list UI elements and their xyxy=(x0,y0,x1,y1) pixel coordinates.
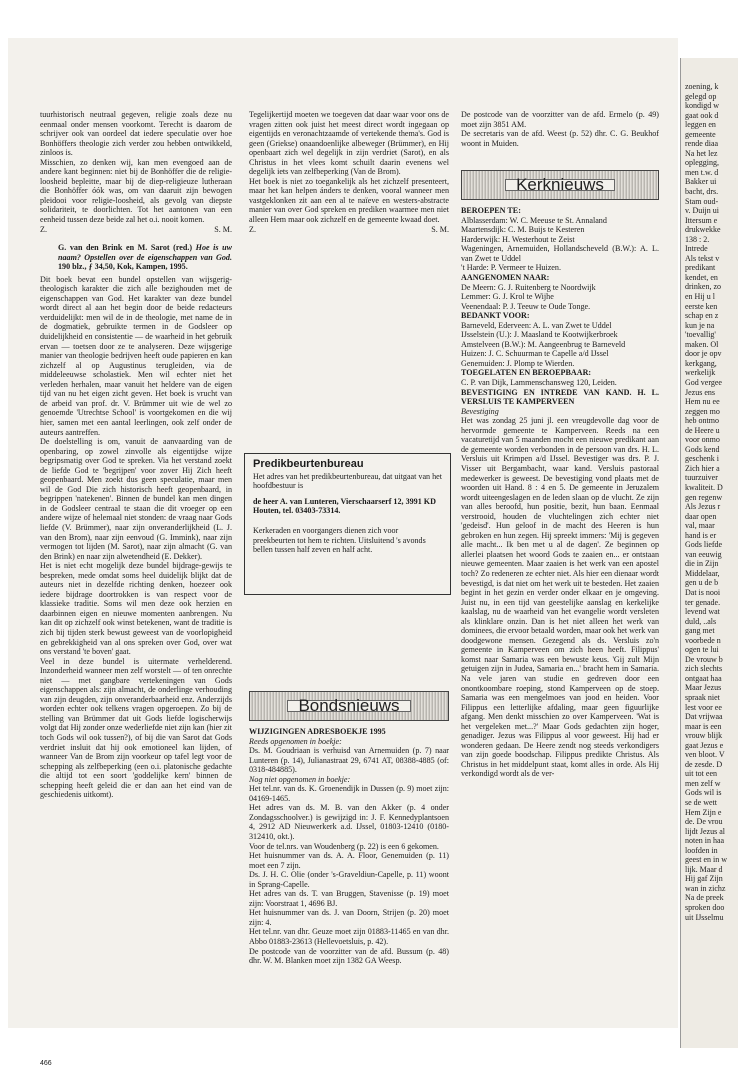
box-intro: Het adres van het predikbeurtenbureau, dat uitgaat van het hoofdbestuur is xyxy=(253,471,443,491)
section-heading: WIJZIGINGEN ADRESBOEKJE 1995 xyxy=(249,727,386,736)
signature-line xyxy=(249,225,449,235)
facing-page-text xyxy=(685,82,738,922)
paragraph: Tegelijkertijd moeten we toegeven dat daar waar voor ons de vragen zitten ook juist het meest direct wordt ingegaan op eigentijds en veronachtzaamde of vertekende thema's. God is geen (Griekse) onaandoenlijke albeweger (Brümmer), en Hij openbaart zich wel degelijk in zijn verdriet (Sarot), en als Christus in het vlees komt schuilt daarin evenens wel degelijk iets van zelfbeperking (Van de Brom). xyxy=(249,110,449,177)
facing-page-line: kendet, en xyxy=(685,272,718,282)
facing-page-line: Maar Jezus xyxy=(685,683,722,693)
section-heading: AANGENOMEN NAAR: xyxy=(461,273,550,283)
facing-page-line: kwaliteit. D xyxy=(685,482,723,492)
facing-page-line: 138 : 2. xyxy=(685,234,710,244)
facing-page-line: vrouw blijk xyxy=(685,731,723,741)
facing-page-line: lijk. Maar d xyxy=(685,864,723,874)
facing-page-line: bacht, drs. xyxy=(685,187,719,197)
facing-page-line: kerkgang, xyxy=(685,358,717,368)
kerknieuws-banner xyxy=(461,170,659,200)
facing-page-line: hand is er xyxy=(685,530,717,540)
list-item: Het tel.nr. van ds. K. Groenendijk in Dussen (p. 9) moet zijn: 04169-1465. xyxy=(249,784,449,803)
facing-page-line: Ittersum e xyxy=(685,215,718,225)
banner-title: Bondsnieuws xyxy=(287,700,410,712)
facing-page-line: Intrede xyxy=(685,244,708,254)
paragraph: Alblasserdam: W. C. Meeuse te St. Annaland Maartensdijk: C. M. Buijs te Kesteren Harderwijk: H. Westerhout te Zeist Wageningen, Arnemuiden, Hollandscheveld (B.W.): A. L. van Zwet te Uddel 't Harde: P. Vermeer te Huizen. xyxy=(461,215,659,273)
facing-page-line: men t.w. d xyxy=(685,167,719,177)
facing-page-line: maken. Ol xyxy=(685,339,719,349)
signature-left: Z. xyxy=(40,224,47,234)
review-title: Hoe is uw naam? Opstellen over de eigenschappen van God. xyxy=(58,243,232,262)
signature-line xyxy=(40,225,232,235)
list-item: Ds. J. H. C. Olie (onder 's-Graveldiun-Capelle, p. 11) woont in Sprang-Capelle. xyxy=(249,870,449,889)
facing-page-line: Zich hier a xyxy=(685,463,720,473)
facing-page-line: van eeuwig xyxy=(685,549,722,559)
facing-page-line: Stam oud- xyxy=(685,196,719,206)
facing-page-line: tuurzuiver xyxy=(685,473,718,483)
facing-page-line: gaat ook d xyxy=(685,110,719,120)
paragraph: Misschien, zo denken wij, kan men evengoed aan de andere kant beginnen: niet bij de Bonhöffer die de religie-loosheid bepleitte, maar bij de diep-religieuze lutheraan die Bonhöffer óók was, om van daaruit zijn bewogen pleidooi voor religie-loosheid, als gevolg van diepste solidariteit, te doorlichten. Tot het aantonen van een eenheid tussen deze beide zal het o.i. nooit komen. xyxy=(40,157,232,225)
list-item: Voor de tel.nrs. van Woudenberg (p. 22) is een 6 gekomen. xyxy=(249,841,439,851)
paragraph: De secretaris van de afd. Weest (p. 52) dhr. C. G. Beukhof woont in Muiden. xyxy=(461,129,659,148)
facing-page-line: schap en z xyxy=(685,311,719,321)
facing-page-line: kondigd w xyxy=(685,101,719,111)
box-note: Kerkeraden en voorgangers dienen zich voor preekbeurten tot hem te richten. Uitsluitend 's avonds bellen tussen half zeven en half acht. xyxy=(253,525,426,555)
paragraph: Het boek is niet zo toegankelijk als het zichzelf presenteert, maar het kan helpen ánders te denken, vooral wanneer men vastgeklonken zit aan een al te naïeve en westers-abstracte manier van over God spreken en prediken waarmee men niet alleen Hem maar ook zichzelf en de gemeente kwaad doet. xyxy=(249,176,449,225)
facing-page-line: Als Jezus r xyxy=(685,502,721,512)
facing-page-line: levend wat xyxy=(685,607,720,617)
facing-page-line: gen regenw xyxy=(685,492,723,502)
facing-page-line: maar is een xyxy=(685,721,722,731)
facing-page-line: gaat Jezus e xyxy=(685,740,724,750)
list-item: Het huisnummer van ds. A. A. Floor, Genemuiden (p. 11) moet een 7 zijn. xyxy=(249,851,449,870)
review-editors: G. van den Brink en M. Sarot (red.) xyxy=(58,243,193,253)
facing-page-line: Na de preek xyxy=(685,893,724,903)
facing-page-line: lijdt Jezus al xyxy=(685,826,725,836)
facing-page-line: uit IJsselmu xyxy=(685,912,724,922)
page-number: 466 xyxy=(40,1060,52,1067)
signature-right: S. M. xyxy=(214,224,232,234)
facing-page-line: voor onmo xyxy=(685,435,720,445)
signature-right: S. M. xyxy=(431,224,449,234)
facing-page-line: se de wett xyxy=(685,798,717,808)
paragraph: De postcode van de voorzitter van de afd. Ermelo (p. 49) moet zijn 3851 AM. xyxy=(461,110,659,129)
facing-page-line: zoening, k xyxy=(685,82,719,91)
facing-page-line: Dat is nooi xyxy=(685,587,721,597)
facing-page-line: de Heere u xyxy=(685,425,720,435)
facing-page-line: ter genade. xyxy=(685,597,721,607)
facing-page-line: Hij gaf Zijn xyxy=(685,874,723,884)
paragraph: Veel in deze bundel is uitermate verhelderend. Inzonderheid wanneer men zelf worstelt — of ten onrechte niet — met gangbare vertekeningen van Gods eigenschappen als: zijn almacht, de onderlinge verhouding van zijn deugden, zijn onveranderbaarheid enz. Anderzijds worden echter ook telkens vragen opgeroepen. Zo bij de stelling van Brümmer dat uit Gods liefde logischerwijs volgt dat Hij zonder onze wederliefde niet zijn kan (hier zit toch Gods wil ook tussen?), of bij die van Sarot dat Gods verdriet insluit dat hij ook emotioneel kan lijden, of wanneer Van de Brom zijn voorkeur op tafel legt voor de schepping als zelfbeperking (een o.i. platonische gedachte die altijd tot een soort 'goddelijke kern' binnen de schepping heeft geleid die er dan aan het eind van de geschiedenis uitkomt). xyxy=(40,656,232,800)
facing-page-line: Gods wil is xyxy=(685,788,722,798)
facing-page-line: rende diaa xyxy=(685,139,719,149)
list-item: Het tel.nr. van dhr. Geuze moet zijn 01883-11465 en van dhr. Abbo 01883-23613 (Hellevoetsluis, p. 42). xyxy=(249,927,449,947)
facing-page-line: men zelf w xyxy=(685,778,721,788)
section-heading: BEVESTIGING EN INTREDE VAN KAND. H. L. VERSLUIS TE KAMPERVEEN xyxy=(461,387,659,407)
facing-page-line: kun je na xyxy=(685,320,715,330)
facing-page-line: en Hij u l xyxy=(685,292,715,302)
facing-page-line: Bakker ui xyxy=(685,177,717,187)
facing-page-line: Hem Zijn e xyxy=(685,807,722,817)
facing-page-line: de. De vrou xyxy=(685,817,723,827)
review-publication: 190 blz., ƒ 34,50, Kok, Kampen, 1995. xyxy=(58,262,188,272)
facing-page-line: leggen en xyxy=(685,120,716,130)
facing-page-line: sproken doo xyxy=(685,903,725,913)
facing-page-line: gang met xyxy=(685,626,715,636)
box-title: Predikbeurtenbureau xyxy=(253,458,364,470)
bondsnieuws-section xyxy=(249,683,449,1063)
facing-page-line: Na het lez xyxy=(685,148,718,158)
banner-title: Kerknieuws xyxy=(505,179,615,191)
paragraph: Ds. M. Goudriaan is verhuisd van Arnemuiden (p. 7) naar Lunteren (p. 14), Julianastraat 29, 6741 AT, 08388-4885 (of: 0318-484885). xyxy=(249,746,449,775)
facing-page-line: spraak niet xyxy=(685,693,720,702)
facing-page-line: gen u de b xyxy=(685,578,719,588)
facing-page-line: De vrouw b xyxy=(685,654,723,664)
column-middle xyxy=(249,110,449,400)
paragraph: De Meern: G. J. Ruitenberg te Noordwijk Lemmer: G. J. Krol te Wijhe Veenendaal: P. J. Teeuw te Oude Tonge. xyxy=(461,282,596,311)
section-heading: TOEGELATEN EN BEROEPBAAR: xyxy=(461,368,592,378)
facing-page-line: God vergee xyxy=(685,377,722,387)
facing-page-line: Middelaar, xyxy=(685,568,720,578)
facing-page-line: 'toevallig' xyxy=(685,330,716,340)
list-item: De postcode van de voorzitter van de afd. Bussum (p. 48) dhr. W. M. Blanken moet zijn 1382 GA Weesp. xyxy=(249,946,449,966)
facing-page-line: eerste ken xyxy=(685,301,718,311)
facing-page-line: noten in haa xyxy=(685,836,725,846)
subheading: Nog niet opgenomen in boekje: xyxy=(249,774,351,784)
paragraph: Barneveld, Ederveen: A. L. van Zwet te Uddel IJsselstein (U.): J. Maasland te Kootwijkerbroek Amstelveen (B.W.): M. Aangeenbrug te Barneveld Huizen: J. C. Schuurman te Capelle a/d IJssel Genemuiden: J. Plomp te Wierden. xyxy=(461,320,626,368)
list-item: Het huisnummer van ds. J. van Doorn, Strijen (p. 20) moet zijn: 4. xyxy=(249,908,449,927)
review-heading xyxy=(58,243,232,272)
facing-page-line: werkelijk xyxy=(685,368,716,378)
paragraph: C. P. van Dijk, Lammenschansweg 120, Leiden. xyxy=(461,378,617,388)
facing-page-line: val, maar xyxy=(685,521,715,531)
facing-page-line: loofden in xyxy=(685,845,718,855)
paragraph: Het is niet echt mogelijk deze bundel bijdrage-gewijs te bespreken, mede omdat soms heel duidelijk blijkt dat de auteurs niet in dezelfde richting denken, hoezeer ook iedere bijdrage doortrokken is van respect voor de klassieke traditie. Soms wil men deze ook herzien en daarbinnen eigen en nieuwe momenten aanbrengen. Nu kan dit op zichzelf ook winst betekenen, want de traditie is zich bij tijden sterk bewust geweest van de voorlopigheid en gebrekkigheid van al ons spreken over God, over wat ons verstand 'te boven' gaat. xyxy=(40,561,232,657)
facing-page-edge xyxy=(680,58,738,1048)
paragraph: Dit boek bevat een bundel opstellen van wijsgerig-theologisch karakter die zich alle bezighouden met de eigenschappen van God. Het karakter van deze bundel wordt direct al aan het begin door de beide redacteurs verduidelijkt: men wil de in de theologie, met name de in de dogmatiek, gebruikte termen in de Godsleer op duidelijkheid en consistentie — de waarheid in het gebruik ervan — toetsen door ze te analyseren. Deze wijsgerige manier van theologie bedrijven heeft oude papieren en kan zichzelf al op Augustinus terugleiden, via de middeleeuwse scholastiek. Men wil echter niet het verleden herhalen, maar vanuit het heldere van de eigen tijd van nu het eigen zicht geven. Het boek is vrucht van de arbeid van prof. dr. V. Brümmer uit wie de wel zo genoemde 'Utrechtse School' is voortgekomen en die wij hier, samen met een aantal leerlingen, ook zelf onder de auteurs aantreffen. xyxy=(40,274,232,437)
facing-page-line: oplegging, xyxy=(685,158,719,168)
paragraph: Het was zondag 25 juni jl. een vreugdevolle dag voor de hervormde gemeente te Kamperveen. Reeds na een vacaturetijd van 5 maanden mocht een nieuwe predikant aan de gemeente worden verbonden in de persoon van drs. H. L. Versluis uit Krimpen a/d IJssel. Bevestiger was drs. P. J. Visser uit Bergambacht, waar kand. Versluis pastoraal medewerker is geweest. De bevestiging vond plaats met de woorden uit Hand. 8 : 4 en 5. De gemeente in Jeruzalem wordt uiteengeslagen en de leden slaan op de vlucht. Ze zijn van alles beroofd, hun positie, bezit, hun baan. Eenmaal verstrooid, houden de vluchtelingen zich echter niet 'gedeisd'. Hun geloof in de macht des Heeren is hun gebroken en hun zegen. Hij spreekt immers: 'Mij is gegeven alle macht... Ik ben met u al de dagen'. Ze beginnen op allerlei plaatsen het woord Gods te zaaien en... er ontstaan nieuwe gemeenten. Maar zaaien is het werk van een apostel toch? Zo redeneren ze echter niet. Als hier een dienaar wordt bevestigd, is dat niet om het werk uit te besteden. Het zaaien begint in het gezin en verder onder elkaar en je omgeving. Juist nu, in een tijd van geestelijke aanslag en kerkelijke kaalslag, nu de waarheid van het evangelie wordt versleten als klinklare onzin. Dan is het niet alleen het werk van dominees, die ervoor betaald worden, maar ook het werk van doodgewone mensen. Gezegend als ds. Versluis zo'n gemeente in Kamperveen om zich heen heeft. Filippus' komst naar Samaria was een bewuste keus. 'Gij zult Mijn getuigen zijn in Judea, Samaria en...' bracht hem in Samaria. Na vele jaren van studie en gedreven door een onontkoombare roeping, stond Kamperveen op de stoep. Samaria was een mengelmoes van jood en heiden. Voor Filippus een letterlijke afdaling, maar geen figuurlijke afgang. Men denkt misschien zo over Kamperveen. 'Wat is het vergeleken met...?' Maar Gods gedachten zijn hoger, genadiger. Jezus was Filippus al voor geweest. Hij had er wonderen gedaan. De Heere zendt nog steeds verkondigers van zijn goede boodschap. Filippus predikte Christus. Als Christus in het middelpunt staat, komt alles in orde. Als Hij verkondigd wordt als de ver- xyxy=(461,416,659,779)
facing-page-line: Als tekst v xyxy=(685,253,720,263)
facing-page-line: Gods kend xyxy=(685,444,720,454)
facing-page-line: ontgaat haa xyxy=(685,673,722,683)
facing-page-line: drinken, zo xyxy=(685,282,721,292)
facing-page-line: door je opv xyxy=(685,349,722,359)
paragraph: De doelstelling is om, vanuit de aanvaarding van de openbaring, op zowel zinvolle als eigentijdse wijze begripsmatig over God te spreken. Via het verstand zoekt de liefde God te 'begrijpen' voor zover Hij Zich heeft geopenbaard. Men zoekt dus geen speculatie, maar men wil de God Die zich historisch heeft geopenbaard, in begrippen 'natekenen'. Binnen de bundel kan men dingen in de Godsleer centraal te staan die dit vroeger op een andere wijze of helemaal niet stonden: de vraag naar Gods liefde (V. Brümmer), naar zijn onveranderlijkheid (L. J. van den Brom), naar zijn eenvoud (G. Immink), naar zijn vermogen tot lijden (M. Sarot), naar zijn almacht (G. van den Brink) en naar zijn alwetendheid (E. Dekker). xyxy=(40,437,232,561)
facing-page-line: predikant xyxy=(685,263,716,273)
list-item: Het adres van ds. M. B. van den Akker (p. 4 onder Zondagsschoolver.) is gewijzigd in: J. F. Kennedyplantsoen 4, 2912 AD Nieuwerkerk a.d. IJssel, 01803-12410 (0180-312410, okt.). xyxy=(249,803,449,842)
signature-left: Z. xyxy=(249,224,256,234)
facing-page-line: gemeente xyxy=(685,129,716,139)
section-heading: BEROEPEN TE: xyxy=(461,206,521,216)
list-item: Het adres van ds. T. van Bruggen, Stavenisse (p. 19) moet zijn: Voorstraat 1, 4696 BJ. xyxy=(249,889,449,908)
facing-page-line: voorbede n xyxy=(685,635,721,645)
facing-page-line: uit tot een xyxy=(685,769,717,779)
facing-page-line: de zesde. D xyxy=(685,759,723,769)
column-left xyxy=(40,110,232,1050)
column-right xyxy=(461,110,659,1050)
facing-page-line: Hem nu ee xyxy=(685,397,720,407)
facing-page-line: v. Duijn ui xyxy=(685,206,719,216)
facing-page-line: duld, ..als xyxy=(685,616,717,626)
subheading: Reeds opgenomen in boekje: xyxy=(249,736,342,746)
facing-page-line: Jezus ens xyxy=(685,387,715,397)
facing-page-line: Gods liefde xyxy=(685,540,723,550)
box-address: de heer A. van Lunteren, Vierschaarserf 12, 3991 KD Houten, tel. 03403-73314. xyxy=(253,496,436,516)
facing-page-line: heb ontmo xyxy=(685,416,719,426)
subheading: Bevestiging xyxy=(461,406,499,416)
facing-page-line: zich slechts xyxy=(685,664,723,674)
facing-page-line: geschenk i xyxy=(685,454,719,464)
facing-page-line: die in Zijn xyxy=(685,559,719,569)
facing-page-line: Dat vrijwaa xyxy=(685,712,723,722)
facing-page-line: ogen te lui xyxy=(685,645,719,655)
facing-page-line: wan in zichz xyxy=(685,883,726,893)
facing-page-line: ven bloot. V xyxy=(685,750,725,760)
paragraph: tuurhistorisch neutraal gegeven, religie zoals deze nu eenmaal onder mensen voorkomt. Terecht is daarom de schrijver ook van oordeel dat iedere speculatie over hoe Bonhöffers theologie zich verder zou hebben ontwikkeld, zinloos is. xyxy=(40,110,232,158)
facing-page-line: lest voor ee xyxy=(685,702,722,712)
predikbeurtenbureau-box xyxy=(244,453,451,595)
facing-page-line: gelegd op xyxy=(685,91,717,101)
section-heading: BEDANKT VOOR: xyxy=(461,311,530,321)
facing-page-line: zeggen mo xyxy=(685,406,720,416)
magazine-page xyxy=(8,38,678,1067)
bondsnieuws-banner xyxy=(249,691,449,721)
facing-page-line: geest en in w xyxy=(685,855,727,865)
facing-page-line: drukwekke xyxy=(685,225,721,235)
facing-page-line: daar open xyxy=(685,511,717,521)
